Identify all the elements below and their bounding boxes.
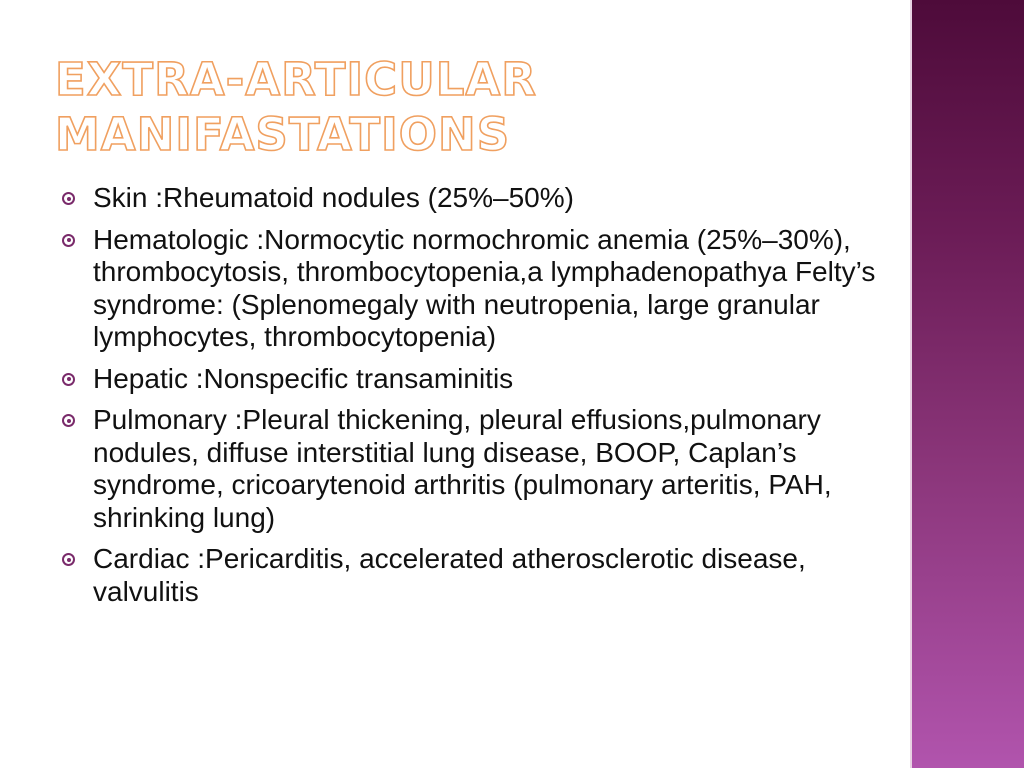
bullet-item-cardiac xyxy=(62,543,892,608)
bullet-item-skin xyxy=(62,182,892,215)
title-line: MANIFASTATIONS xyxy=(55,108,511,161)
bullet-text: Skin :Rheumatoid nodules (25%–50%) xyxy=(93,182,574,213)
bullet-item-hematologic xyxy=(62,224,892,354)
circle-dot-icon xyxy=(62,234,75,247)
bullet-item-hepatic xyxy=(62,363,892,396)
circle-dot-icon xyxy=(62,414,75,427)
decorative-side-band xyxy=(912,0,1024,768)
title-line: EXTRA-ARTICULAR xyxy=(55,53,537,106)
circle-dot-icon xyxy=(62,192,75,205)
bullet-item-pulmonary xyxy=(62,404,892,534)
circle-dot-icon xyxy=(62,553,75,566)
bullet-text: Pulmonary :Pleural thickening, pleural effusions,pulmonary nodules, diffuse interstitial lung disease, BOOP, Caplan’s syndrome, cricoarytenoid arthritis (pulmonary arteritis, PAH, shrinking lung) xyxy=(93,404,832,533)
bullet-list xyxy=(62,182,892,617)
bullet-text: Hematologic :Normocytic normochromic anemia (25%–30%), thrombocytosis, thrombocytopenia,a lymphadenopathya Felty’s syndrome: (Splenomegaly with neutropenia, large granular lymphocytes, thrombocytopenia) xyxy=(93,223,876,352)
slide-title xyxy=(55,52,895,162)
circle-dot-icon xyxy=(62,373,75,386)
bullet-text: Hepatic :Nonspecific transaminitis xyxy=(93,362,514,394)
bullet-text: Cardiac :Pericarditis, accelerated atherosclerotic disease, valvulitis xyxy=(93,543,806,607)
